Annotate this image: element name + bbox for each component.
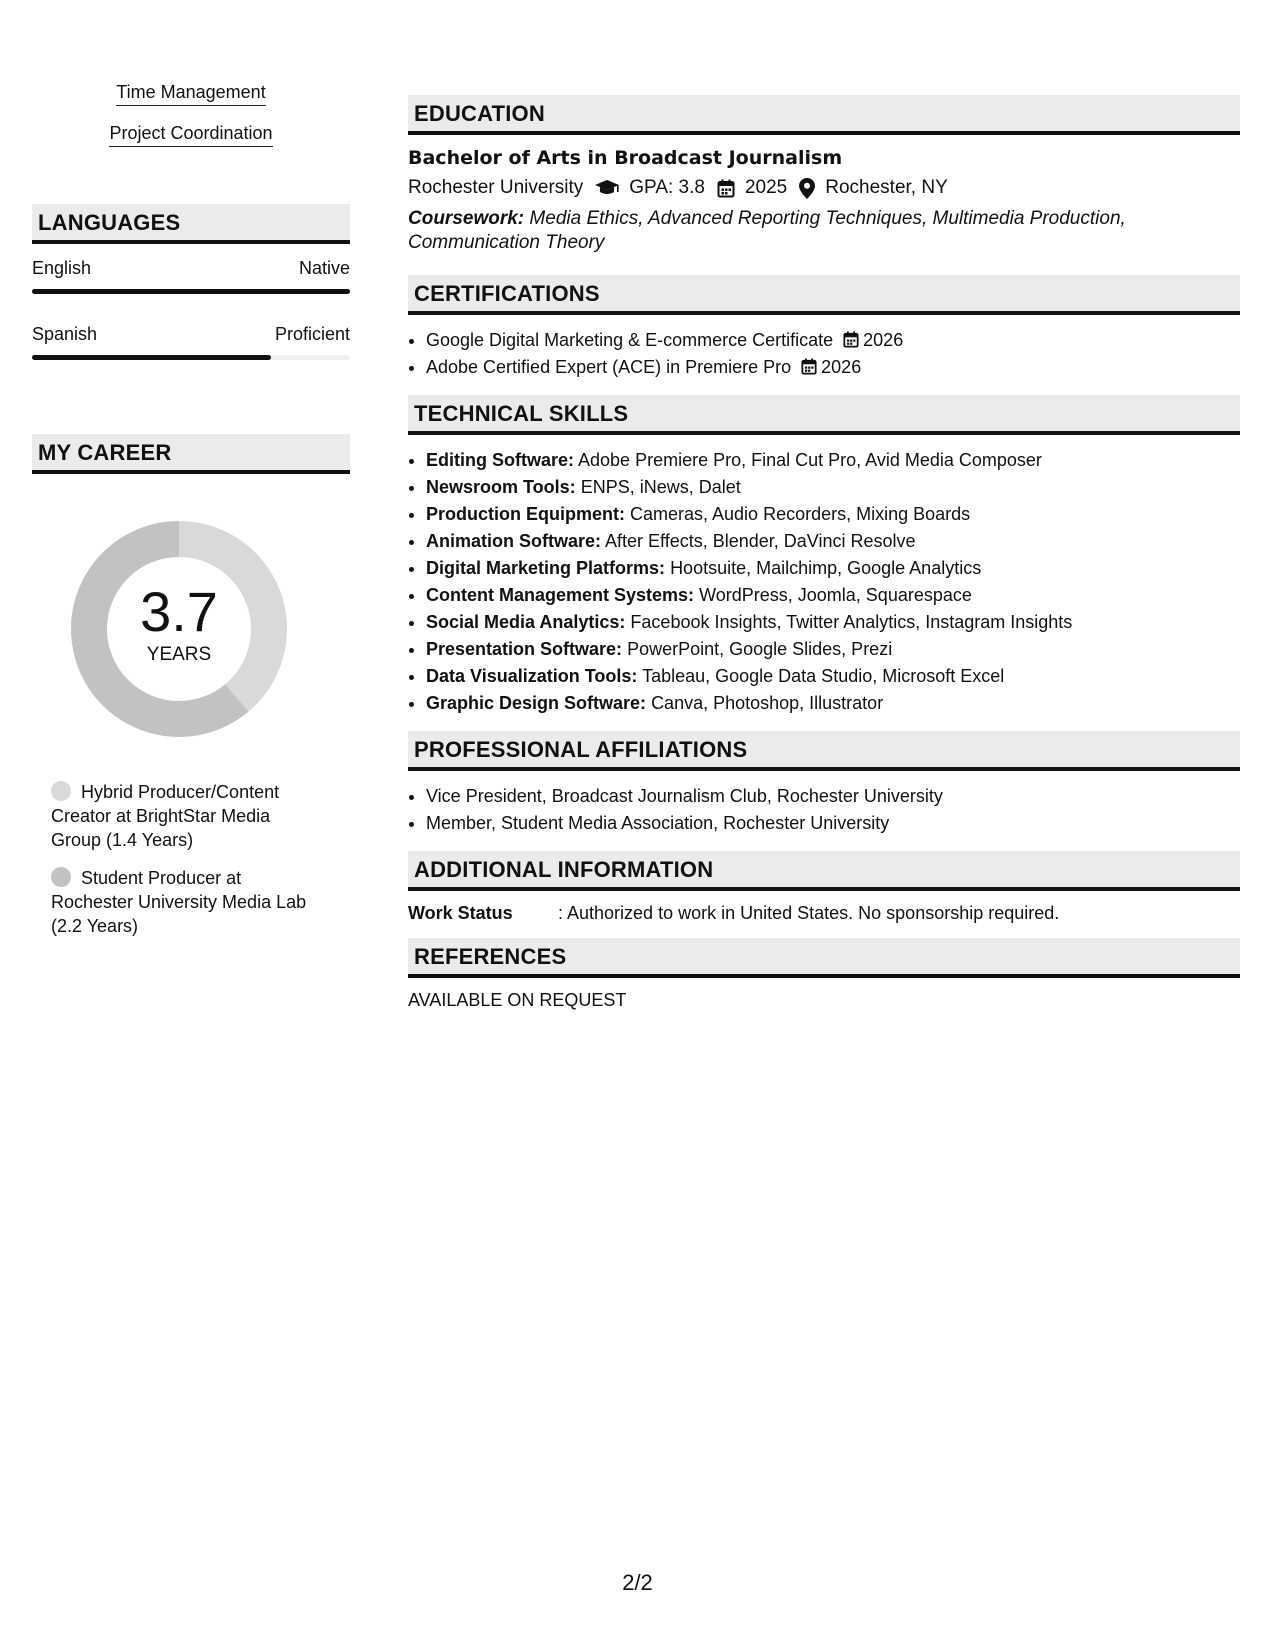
language-level: Proficient: [274, 324, 350, 344]
work-status: [408, 903, 1240, 924]
calendar-icon: [801, 358, 817, 375]
legend-dot: [51, 781, 71, 801]
graduation-year: 2025: [744, 177, 788, 198]
list-item: • Social Media Analytics: Facebook Insights, Twitter Analytics, Instagram Insights: [426, 609, 1240, 636]
language-item: [32, 324, 350, 360]
certifications-heading: CERTIFICATIONS: [408, 275, 1240, 315]
list-item: • Member, Student Media Association, Rochester University: [426, 810, 1240, 837]
right-column: [408, 95, 1240, 1011]
list-item: • Data Visualization Tools: Tableau, Google Data Studio, Microsoft Excel: [426, 663, 1240, 690]
education-heading: EDUCATION: [408, 95, 1240, 135]
work-status-value: : Authorized to work in United States. No sponsorship required.: [558, 903, 1060, 923]
list-item: • Vice President, Broadcast Journalism Club, Rochester University: [426, 783, 1240, 810]
career-heading: MY CAREER: [32, 434, 350, 474]
skill-tag: Project Coordination: [32, 123, 350, 147]
career-legend-item: Hybrid Producer/Content Creator at BrightStar Media Group (1.4 Years): [51, 782, 280, 850]
list-item: • Newsroom Tools: ENPS, iNews, Dalet: [426, 474, 1240, 501]
career-legend-item: Student Producer at Rochester University Media Lab (2.2 Years): [51, 868, 307, 936]
list-item: • Content Management Systems: WordPress, Joomla, Squarespace: [426, 582, 1240, 609]
coursework-label: Coursework:: [408, 208, 525, 229]
calendar-icon: [843, 331, 859, 348]
affiliations-heading: PROFESSIONAL AFFILIATIONS: [408, 731, 1240, 771]
skill-tag: Time Management: [32, 82, 350, 106]
certifications-list: [408, 327, 1240, 381]
calendar-icon: [717, 179, 735, 198]
education-details: [408, 177, 1240, 199]
language-bar-fill: [32, 355, 271, 360]
career-unit: YEARS: [146, 644, 212, 665]
list-item: • Digital Marketing Platforms: Hootsuite, Mailchimp, Google Analytics: [426, 555, 1240, 582]
legend-dot: [51, 867, 71, 887]
language-bar: [32, 355, 350, 360]
career-total: 3.7: [140, 580, 218, 643]
coursework: [408, 207, 1240, 255]
list-item: • Graphic Design Software: Canva, Photoshop, Illustrator: [426, 690, 1240, 717]
affiliations-list: [408, 783, 1240, 837]
technical-skills-heading: TECHNICAL SKILLS: [408, 395, 1240, 435]
language-name: English: [32, 258, 92, 278]
degree-title: Bachelor of Arts in Broadcast Journalism: [408, 147, 843, 169]
page-number: 2/2: [622, 1570, 653, 1595]
school-location: Rochester, NY: [825, 177, 948, 198]
work-status-label: Work Status: [408, 903, 513, 923]
references-heading: REFERENCES: [408, 938, 1240, 978]
career-donut: [64, 514, 294, 744]
gpa: GPA: 3.8: [629, 177, 705, 198]
language-item: [32, 258, 350, 294]
list-item: • Production Equipment: Cameras, Audio Recorders, Mixing Boards: [426, 501, 1240, 528]
language-bar-fill: [32, 289, 350, 294]
list-item: • Animation Software: After Effects, Blender, DaVinci Resolve: [426, 528, 1240, 555]
career-legend: [32, 780, 350, 938]
school-name: Rochester University: [408, 177, 584, 198]
list-item: • Presentation Software: PowerPoint, Google Slides, Prezi: [426, 636, 1240, 663]
list-item: • Google Digital Marketing & E-commerce Certificate 2026: [426, 327, 1240, 354]
list-item: • Editing Software: Adobe Premiere Pro, Final Cut Pro, Avid Media Composer: [426, 447, 1240, 474]
location-pin-icon: [799, 178, 815, 199]
list-item: • Adobe Certified Expert (ACE) in Premiere Pro 2026: [426, 354, 1240, 381]
coursework-list: Media Ethics, Advanced Reporting Techniques, Multimedia Production, Communication Theory: [408, 208, 1126, 253]
references-text: AVAILABLE ON REQUEST: [408, 990, 627, 1010]
left-column: [32, 82, 350, 952]
technical-skills-list: [408, 447, 1240, 717]
language-name: Spanish: [32, 324, 98, 344]
graduation-cap-icon: [595, 179, 619, 197]
languages-heading: LANGUAGES: [32, 204, 350, 244]
language-level: Native: [298, 258, 350, 278]
additional-info-heading: ADDITIONAL INFORMATION: [408, 851, 1240, 891]
language-bar: [32, 289, 350, 294]
